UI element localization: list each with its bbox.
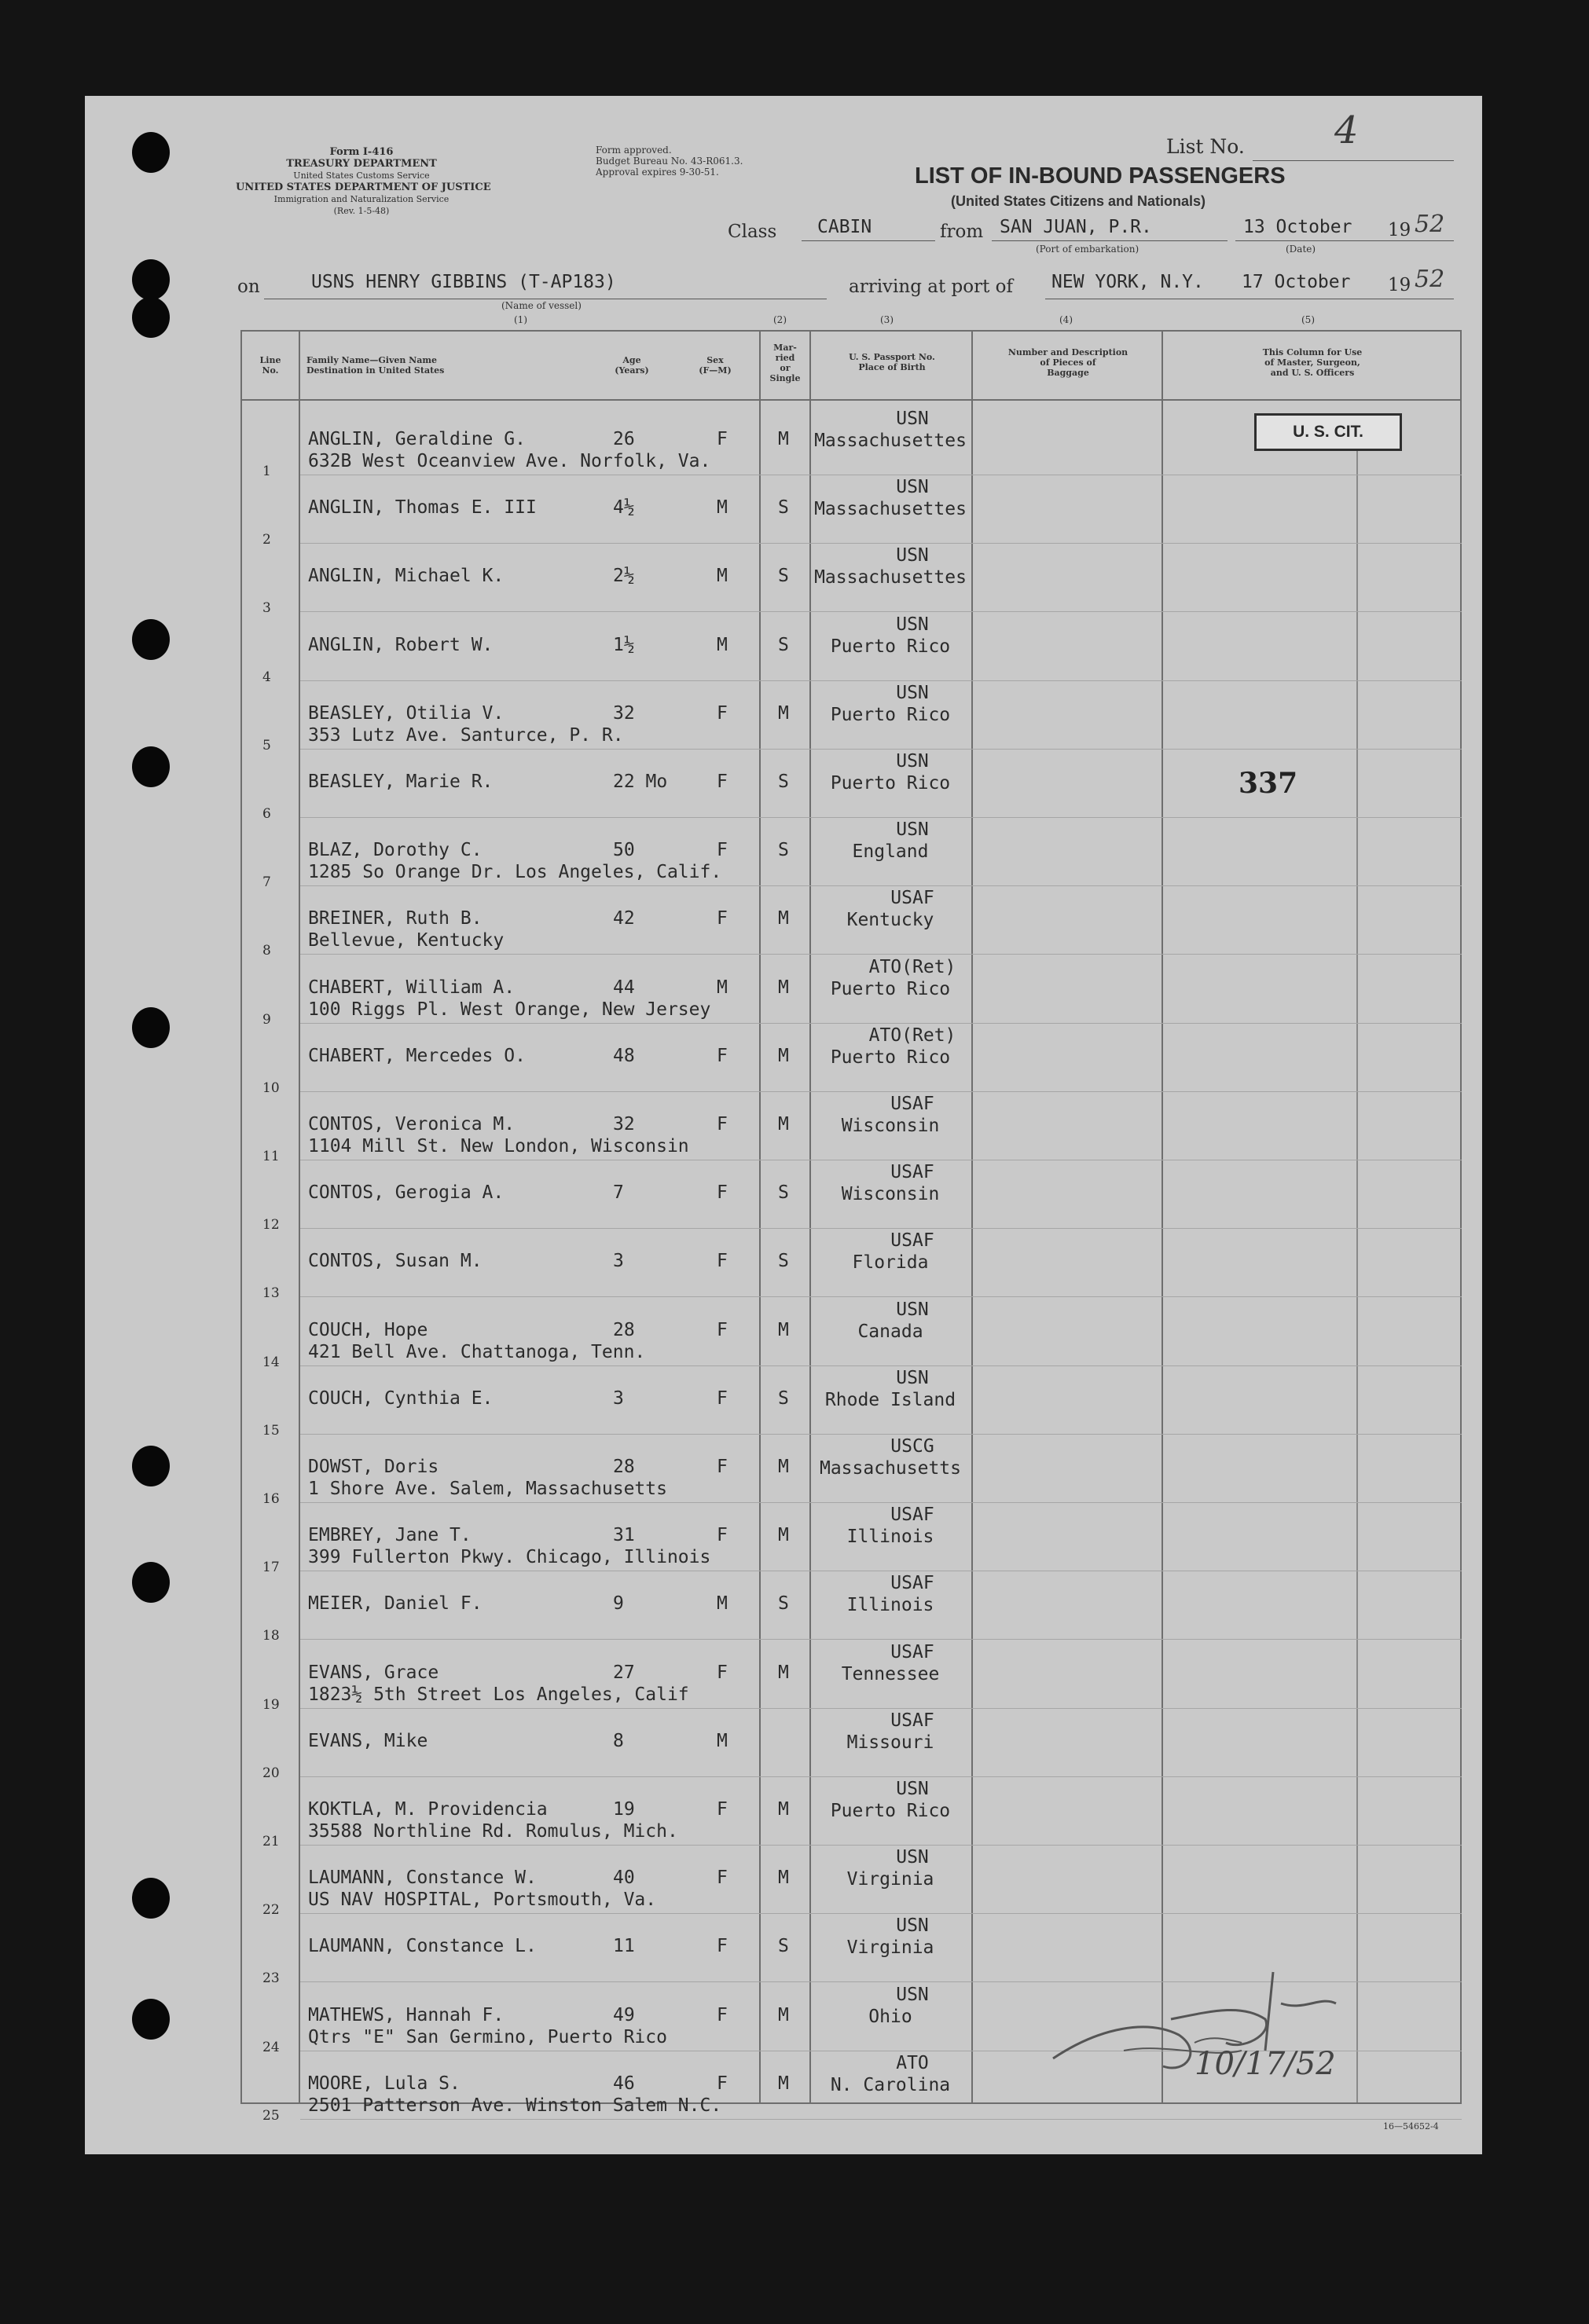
passport-type: USCG [890,1436,934,1457]
passenger-sex: F [717,2073,728,2094]
passenger-age: 7 [613,1182,624,1204]
row-divider [300,1434,1462,1435]
treasury-dept: TREASURY DEPARTMENT [286,158,437,170]
passenger-sex: M [717,497,728,519]
destination: 1285 So Orange Dr. Los Angeles, Calif. [308,862,722,883]
ins-service: Immigration and Naturalization Service [273,194,450,204]
marital-status: M [778,1799,789,1820]
passenger-sex: F [717,1457,728,1477]
vessel-name: USNS HENRY GIBBINS (T-AP183) [311,272,616,292]
row-divider [300,1502,1462,1503]
list-no-line [1253,160,1454,161]
passenger-name: BEASLEY, Otilia V. [308,702,505,724]
table-row [0,1025,1589,1096]
passport-type: USAF [890,1573,934,1594]
passport-type: USN [896,1984,929,2005]
passenger-name: BLAZ, Dorothy C. [308,840,483,861]
line-number: 11 [262,1149,280,1164]
from-line [992,240,1228,241]
passport-type: USN [896,751,929,772]
line-number: 9 [262,1011,271,1028]
passenger-name: CONTOS, Gerogia A. [308,1182,505,1204]
row-divider [300,817,1462,818]
place-of-birth: Missouri [846,1732,934,1753]
marital-status: M [778,1319,789,1340]
line-number: 24 [262,2039,280,2055]
header-passport: U. S. Passport No. Place of Birth [849,352,935,372]
passenger-name: CHABERT, Mercedes O. [308,1045,526,1066]
passenger-age: 32 [613,1114,635,1135]
passenger-sex: F [717,1936,728,1957]
line-number: 3 [262,600,271,617]
form-approval-block [596,145,743,178]
inspector-signature [1006,1925,1415,2090]
destination: Bellevue, Kentucky [308,930,505,951]
place-of-birth: Rhode Island [824,1389,956,1410]
place-of-birth: N. Carolina [830,2074,951,2095]
passenger-age: 28 [613,1319,635,1340]
passport-type: USAF [890,1505,934,1526]
departure-year-prefix: 19 [1388,220,1411,240]
table-row [0,1641,1589,1713]
passenger-age: 50 [613,840,635,861]
arrival-year-prefix: 19 [1388,275,1411,295]
table-row [0,1299,1589,1370]
passenger-age: 19 [613,1799,635,1820]
from-label: from [940,222,984,242]
passenger-sex: F [717,840,728,861]
passenger-sex: F [717,702,728,724]
passport-type: USN [896,614,929,635]
row-divider [300,543,1462,544]
table-row [0,819,1589,891]
line-number: 8 [262,943,271,959]
line-number: 10 [262,1080,280,1096]
on-label: on [237,277,260,297]
place-of-birth: Wisconsin [841,1184,940,1205]
place-of-birth: Massachusettes [814,431,967,451]
form-revision: (Rev. 1-5-48) [333,206,390,216]
passport-type: ATO [896,2052,929,2073]
marital-status: M [778,1114,789,1135]
table-row [0,682,1589,753]
line-number: 19 [262,1696,280,1713]
class-line [802,240,935,241]
punch-hole [132,259,170,300]
destination: 1823½ 5th Street Los Angeles, Calif [308,1684,689,1705]
marital-status: M [778,908,789,929]
passport-type: USN [896,545,929,566]
table-row [0,1573,1589,1644]
passport-type: USAF [890,888,934,909]
passenger-age: 2½ [613,566,635,587]
passenger-sex: M [717,634,728,655]
us-citizen-stamp: U. S. CIT. [1254,413,1402,451]
arrival-year: 52 [1415,266,1445,293]
row-divider [300,1776,1462,1777]
passport-type: USAF [890,1162,934,1183]
line-number: 13 [262,1285,280,1302]
row-divider [300,1639,1462,1640]
column-number-5: (5) [1301,314,1315,325]
passenger-sex: F [717,429,728,449]
passenger-age: 31 [613,1525,635,1546]
passenger-name: EVANS, Mike [308,1730,428,1751]
row-divider [300,2119,1462,2120]
table-row [0,545,1589,617]
class-value: CABIN [817,217,872,237]
line-number: 21 [262,1834,280,1849]
list-no-label: List No. [1166,135,1245,158]
passenger-name: ANGLIN, Robert W. [308,634,494,655]
marital-status: S [778,497,789,519]
marital-status: M [778,1868,789,1889]
passenger-sex: F [717,1045,728,1066]
passenger-age: 9 [613,1593,624,1615]
passenger-age: 49 [613,2004,635,2025]
destination: 100 Riggs Pl. West Orange, New Jersey [308,999,711,1020]
row-divider [300,1845,1462,1846]
table-row [0,751,1589,822]
column-number-1: (1) [514,314,527,325]
header-married: Mar- ried or Single [769,343,801,383]
passenger-sex: M [717,1730,728,1751]
table-row [0,1505,1589,1576]
place-of-birth: Puerto Rico [830,636,951,657]
place-of-birth: Canada [857,1321,923,1342]
table-row [0,1230,1589,1302]
table-row [0,409,1589,479]
passenger-age: 1½ [613,634,635,655]
passport-type: USN [896,1915,929,1937]
place-of-birth: Massachusettes [814,499,967,520]
destination: 353 Lutz Ave. Santurce, P. R. [308,724,624,746]
row-divider [300,749,1462,750]
row-divider [300,611,1462,612]
passport-type: USN [896,1847,929,1868]
marital-status: S [778,1182,789,1204]
marital-status: S [778,772,789,792]
passenger-sex: F [717,1182,728,1204]
destination: 1 Shore Ave. Salem, Massachusetts [308,1479,667,1499]
table-row [0,1367,1589,1439]
punch-hole [132,297,170,338]
passenger-name: CONTOS, Susan M. [308,1251,483,1272]
marital-status: M [778,1045,789,1066]
form-number: Form I-416 [329,146,394,158]
justice-dept: UNITED STATES DEPARTMENT OF JUSTICE [236,181,491,193]
marital-status: M [778,1525,789,1546]
marital-status: S [778,1251,789,1272]
passenger-name: MEIER, Daniel F. [308,1593,483,1615]
table-row [0,1436,1589,1507]
class-label: Class [728,222,777,242]
punch-hole [132,132,170,173]
passport-type: USN [896,819,929,841]
passport-type: USN [896,1367,929,1388]
document-title: LIST OF IN-BOUND PASSENGERS [915,163,1286,189]
column-number-3: (3) [880,314,894,325]
passenger-name: DOWST, Doris [308,1457,439,1477]
line-number: 20 [262,1765,280,1781]
passport-type: USN [896,1779,929,1799]
column-number-4: (4) [1059,314,1073,325]
passenger-sex: F [717,1251,728,1272]
table-row [0,956,1589,1028]
destination: 2501 Patterson Ave. Winston Salem N.C. [308,2095,722,2116]
signature-date: 10/17/52 [1195,2046,1336,2082]
passenger-sex: F [717,2004,728,2025]
departure-date: 13 October [1243,217,1352,237]
passenger-name: MOORE, Lula S. [308,2073,461,2094]
row-divider [300,1296,1462,1297]
header-line-no: Line No. [259,355,281,376]
line-number: 18 [262,1628,280,1644]
line-number: 6 [262,806,271,822]
destination: 1104 Mill St. New London, Wisconsin [308,1136,689,1157]
passenger-age: 22 Mo [613,772,668,792]
passenger-name: ANGLIN, Michael K. [308,566,505,587]
table-row [0,1779,1589,1849]
place-of-birth: Massachusettes [814,567,967,588]
passenger-name: LAUMANN, Constance W. [308,1868,537,1889]
passenger-name: COUCH, Cynthia E. [308,1387,494,1409]
passenger-name: MATHEWS, Hannah F. [308,2004,505,2025]
passenger-name: BREINER, Ruth B. [308,908,483,929]
customs-service: United States Customs Service [293,170,430,181]
arriving-label: arriving at port of [849,277,1013,297]
marital-status: M [778,1457,789,1477]
passenger-age: 28 [613,1457,635,1477]
passenger-name: BEASLEY, Marie R. [308,772,494,792]
place-of-birth: England [852,841,929,863]
marital-status: S [778,1593,789,1615]
passenger-age: 3 [613,1387,624,1409]
header-baggage: Number and Description of Pieces of Baggage [1007,347,1128,378]
passport-type: USAF [890,1710,934,1731]
footer-code: 16—54652-4 [1383,2121,1439,2132]
passenger-name: CONTOS, Veronica M. [308,1114,516,1135]
place-of-birth: Massachusetts [819,1458,961,1479]
passport-type: USAF [890,1230,934,1252]
place-of-birth: Virginia [846,1869,934,1890]
line-number: 5 [262,737,271,753]
destination: 632B West Oceanview Ave. Norfolk, Va. [308,451,711,471]
header-sex: Sex (F—M) [699,355,732,376]
row-divider [300,1091,1462,1092]
passenger-sex: F [717,772,728,792]
line-number: 25 [262,2107,280,2124]
row-divider [300,1365,1462,1366]
row-divider [300,680,1462,681]
place-of-birth: Puerto Rico [830,978,951,999]
row-divider [300,1228,1462,1229]
passenger-age: 11 [613,1936,635,1957]
header-officers: This Column for Use of Master, Surgeon, and U. S. Officers [1262,347,1363,378]
place-of-birth: Puerto Rico [830,773,951,794]
embarkation-caption: (Port of embarkation) [1036,244,1139,255]
passenger-sex: F [717,1868,728,1889]
marital-status: S [778,1936,789,1957]
passport-type: USAF [890,1094,934,1114]
passenger-name: ANGLIN, Geraldine G. [308,429,526,449]
destination: US NAV HOSPITAL, Portsmouth, Va. [308,1890,657,1911]
passenger-age: 42 [613,908,635,929]
passenger-sex: F [717,1662,728,1683]
vessel-caption: (Name of vessel) [501,300,582,311]
passenger-name: ANGLIN, Thomas E. III [308,497,537,519]
place-of-birth: Kentucky [846,910,934,931]
passport-type: ATO(Ret) [868,956,956,977]
row-divider [300,1023,1462,1024]
line-number: 4 [262,669,271,685]
table-row [0,888,1589,959]
line-number: 1 [262,464,271,479]
passport-type: ATO(Ret) [868,1025,956,1046]
date-line [1235,240,1454,241]
place-of-birth: Florida [852,1252,929,1274]
table-row [0,614,1589,685]
passenger-sex: F [717,1525,728,1546]
place-of-birth: Tennessee [841,1663,940,1684]
passenger-age: 48 [613,1045,635,1066]
marital-status: M [778,2073,789,2094]
date-caption: (Date) [1286,244,1316,255]
line-number: 2 [262,532,271,548]
passenger-age: 46 [613,2073,635,2094]
place-of-birth: Puerto Rico [830,704,951,725]
passport-type: USN [896,477,929,498]
document-subtitle: (United States Citizens and Nationals) [951,193,1206,209]
passenger-name: LAUMANN, Constance L. [308,1936,537,1957]
marital-status: M [778,1662,789,1683]
place-of-birth: Puerto Rico [830,1047,951,1068]
marital-status: S [778,634,789,655]
passenger-name: EVANS, Grace [308,1662,439,1683]
arrival-date: 17 October [1242,272,1351,292]
table-row [0,1162,1589,1233]
passenger-sex: M [717,1593,728,1615]
header-name: Family Name—Given Name Destination in United States [306,355,445,376]
destination: 399 Fullerton Pkwy. Chicago, Illinois [308,1547,711,1568]
line-number: 22 [262,1902,280,1919]
passport-type: USAF [890,1641,934,1662]
departure-year: 52 [1415,211,1445,238]
table-row [0,477,1589,548]
embarkation-port: SAN JUAN, P.R. [1000,217,1152,237]
passenger-age: 40 [613,1868,635,1889]
place-of-birth: Puerto Rico [830,1801,951,1821]
passport-type: USN [896,409,929,429]
passenger-name: COUCH, Hope [308,1319,428,1340]
passenger-sex: F [717,1319,728,1340]
destination: 35588 Northline Rd. Romulus, Mich. [308,1821,678,1842]
row-divider [300,1913,1462,1914]
passenger-age: 8 [613,1730,624,1751]
passenger-sex: F [717,1387,728,1409]
stamp-number: 337 [1239,767,1298,800]
table-row [0,1847,1589,1919]
approval-expiry: Approval expires 9-30-51. [596,167,719,178]
arrival-port: NEW YORK, N.Y. [1051,272,1204,292]
row-divider [300,1708,1462,1709]
marital-status: M [778,977,789,998]
line-number: 14 [262,1354,280,1370]
passenger-name: CHABERT, William A. [308,977,516,998]
destination: Qtrs "E" San Germino, Puerto Rico [308,2026,667,2047]
marital-status: M [778,429,789,449]
line-number: 23 [262,1970,280,1987]
place-of-birth: Ohio [868,2006,912,2027]
line-number: 7 [262,874,271,891]
place-of-birth: Wisconsin [841,1116,940,1136]
passenger-name: KOKTLA, M. Providencia [308,1799,548,1820]
passenger-sex: M [717,977,728,998]
place-of-birth: Virginia [846,1937,934,1959]
passenger-sex: F [717,908,728,929]
form-agency-block [236,146,491,217]
passport-type: USN [896,682,929,703]
form-approved: Form approved. [596,145,672,156]
table-row [0,1094,1589,1164]
passenger-age: 26 [613,429,635,449]
header-age: Age (Years) [615,355,649,376]
passenger-age: 44 [613,977,635,998]
line-number: 15 [262,1422,280,1439]
place-of-birth: Illinois [846,1527,934,1548]
passenger-sex: F [717,1114,728,1135]
marital-status: M [778,2004,789,2025]
marital-status: M [778,702,789,724]
column-number-2: (2) [773,314,787,325]
place-of-birth: Illinois [846,1595,934,1616]
passenger-name: EMBREY, Jane T. [308,1525,472,1546]
passenger-sex: F [717,1799,728,1820]
budget-bureau: Budget Bureau No. 43-R061.3. [596,156,743,167]
row-divider [300,954,1462,955]
passport-type: USN [896,1299,929,1320]
line-number: 12 [262,1217,280,1233]
destination: 421 Bell Ave. Chattanoga, Tenn. [308,1341,646,1362]
passenger-age: 4½ [613,497,635,519]
line-number: 16 [262,1491,280,1507]
list-no-value: 4 [1334,108,1359,152]
passenger-age: 32 [613,702,635,724]
line-number: 17 [262,1560,280,1576]
row-divider [300,885,1462,886]
passenger-sex: M [717,566,728,587]
passenger-age: 27 [613,1662,635,1683]
marital-status: S [778,1387,789,1409]
marital-status: S [778,840,789,861]
marital-status: S [778,566,789,587]
table-row [0,1710,1589,1781]
passenger-age: 3 [613,1251,624,1272]
